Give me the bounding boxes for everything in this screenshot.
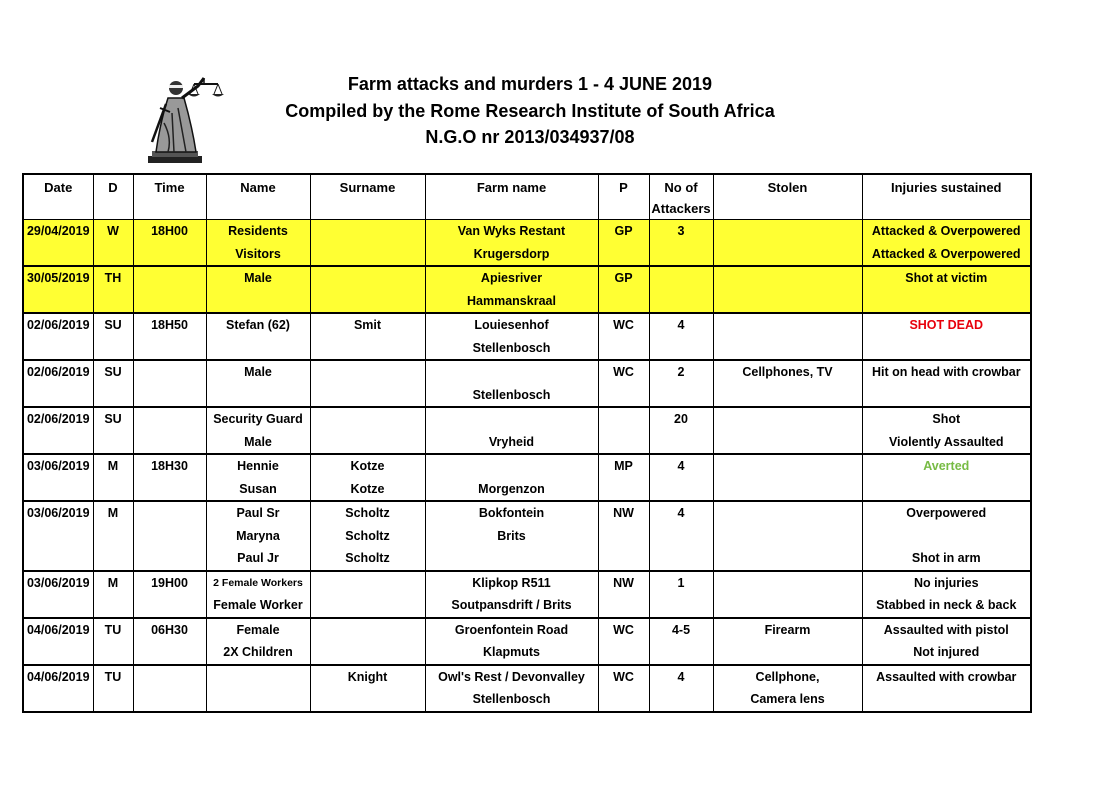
column-header-province: P (598, 174, 649, 220)
column-header-stolen: Stolen (713, 174, 862, 220)
cell-date: 03/06/2019 (23, 571, 93, 618)
table-row (23, 501, 1031, 571)
cell-surname: Smit (310, 313, 425, 360)
table-row (23, 665, 1031, 712)
cell-day: SU (93, 360, 133, 407)
cell-farm: Groenfontein Road Klapmuts (425, 618, 598, 665)
cell-attackers: 3 (649, 220, 713, 267)
cell-name: Male (206, 266, 310, 313)
cell-surname (310, 220, 425, 267)
cell-stolen (713, 266, 862, 313)
table-row (23, 454, 1031, 501)
table-row (23, 407, 1031, 454)
cell-attackers: 1 (649, 571, 713, 618)
cell-day: SU (93, 313, 133, 360)
cell-date: 02/06/2019 (23, 360, 93, 407)
cell-time (133, 360, 206, 407)
cell-surname (310, 618, 425, 665)
cell-date: 02/06/2019 (23, 407, 93, 454)
cell-name: Male (206, 360, 310, 407)
cell-province (598, 407, 649, 454)
cell-stolen (713, 407, 862, 454)
table-row (23, 571, 1031, 618)
table-row (23, 313, 1031, 360)
cell-farm: Van Wyks Restant Krugersdorp (425, 220, 598, 267)
cell-date: 03/06/2019 (23, 501, 93, 571)
table-row (23, 360, 1031, 407)
cell-injuries: Shot Violently Assaulted (862, 407, 1031, 454)
table-row (23, 220, 1031, 267)
title-line-2: Compiled by the Rome Research Institute of South Africa (285, 101, 775, 121)
cell-day: M (93, 454, 133, 501)
cell-time: 19H00 (133, 571, 206, 618)
cell-name (206, 665, 310, 712)
cell-name: 2 Female Workers Female Worker (206, 571, 310, 618)
column-header-date: Date (23, 174, 93, 220)
cell-surname: Kotze Kotze (310, 454, 425, 501)
cell-injuries: No injuries Stabbed in neck & back (862, 571, 1031, 618)
cell-province: GP (598, 220, 649, 267)
cell-date: 03/06/2019 (23, 454, 93, 501)
cell-province: WC (598, 313, 649, 360)
cell-farm: Stellenbosch (425, 360, 598, 407)
cell-injuries: Shot at victim (862, 266, 1031, 313)
column-header-injuries: Injuries sustained (862, 174, 1031, 220)
title-line-3: N.G.O nr 2013/034937/08 (425, 127, 635, 147)
cell-surname (310, 266, 425, 313)
cell-date: 02/06/2019 (23, 313, 93, 360)
cell-stolen (713, 454, 862, 501)
cell-name: Residents Visitors (206, 220, 310, 267)
cell-surname (310, 360, 425, 407)
cell-date: 04/06/2019 (23, 665, 93, 712)
cell-attackers: 4 (649, 313, 713, 360)
cell-stolen (713, 220, 862, 267)
cell-farm: Louiesenhof Stellenbosch (425, 313, 598, 360)
cell-injuries: Overpowered Shot in arm (862, 501, 1031, 571)
cell-province: NW (598, 571, 649, 618)
cell-time (133, 407, 206, 454)
cell-province: WC (598, 665, 649, 712)
cell-farm: Bokfontein Brits (425, 501, 598, 571)
cell-date: 29/04/2019 (23, 220, 93, 267)
cell-attackers: 4 (649, 665, 713, 712)
column-header-name: Name (206, 174, 310, 220)
title-line-1: Farm attacks and murders 1 - 4 JUNE 2019 (347, 74, 713, 94)
column-header-time: Time (133, 174, 206, 220)
column-header-day: D (93, 174, 133, 220)
cell-name: Stefan (62) (206, 313, 310, 360)
cell-attackers: 4 (649, 501, 713, 571)
cell-day: W (93, 220, 133, 267)
column-header-farm: Farm name (425, 174, 598, 220)
cell-time: 18H50 (133, 313, 206, 360)
cell-injuries: Attacked & Overpowered Attacked & Overpowered (862, 220, 1031, 267)
cell-surname: Knight (310, 665, 425, 712)
table-row (23, 618, 1031, 665)
attacks-table (22, 173, 1032, 713)
cell-injuries: Assaulted with pistol Not injured (862, 618, 1031, 665)
lady-justice-icon (138, 68, 234, 168)
cell-injuries: Averted (862, 454, 1031, 501)
cell-stolen: Cellphone, Camera lens (713, 665, 862, 712)
cell-time (133, 501, 206, 571)
cell-farm: Klipkop R511 Soutpansdrift / Brits (425, 571, 598, 618)
cell-stolen: Cellphones, TV (713, 360, 862, 407)
cell-province: MP (598, 454, 649, 501)
cell-time: 06H30 (133, 618, 206, 665)
cell-stolen (713, 501, 862, 571)
cell-day: M (93, 571, 133, 618)
cell-time: 18H00 (133, 220, 206, 267)
cell-stolen (713, 313, 862, 360)
table-row (23, 266, 1031, 313)
cell-name: Paul Sr Maryna Paul Jr (206, 501, 310, 571)
cell-province: GP (598, 266, 649, 313)
cell-province: NW (598, 501, 649, 571)
cell-day: TU (93, 618, 133, 665)
column-header-surname: Surname (310, 174, 425, 220)
cell-attackers: 4 (649, 454, 713, 501)
cell-name: Female 2X Children (206, 618, 310, 665)
cell-date: 04/06/2019 (23, 618, 93, 665)
cell-farm: Vryheid (425, 407, 598, 454)
cell-day: M (93, 501, 133, 571)
cell-stolen (713, 571, 862, 618)
cell-injuries: Hit on head with crowbar (862, 360, 1031, 407)
cell-attackers (649, 266, 713, 313)
cell-attackers: 2 (649, 360, 713, 407)
cell-day: TU (93, 665, 133, 712)
cell-attackers: 20 (649, 407, 713, 454)
cell-name: Security Guard Male (206, 407, 310, 454)
cell-date: 30/05/2019 (23, 266, 93, 313)
cell-day: TH (93, 266, 133, 313)
cell-farm: Owl's Rest / Devonvalley Stellenbosch (425, 665, 598, 712)
cell-surname: Scholtz Scholtz Scholtz (310, 501, 425, 571)
cell-attackers: 4-5 (649, 618, 713, 665)
cell-farm: Apiesriver Hammanskraal (425, 266, 598, 313)
cell-province: WC (598, 618, 649, 665)
cell-surname (310, 407, 425, 454)
cell-farm: Morgenzon (425, 454, 598, 501)
cell-stolen: Firearm (713, 618, 862, 665)
table-header-row (23, 174, 1031, 220)
cell-name: Hennie Susan (206, 454, 310, 501)
column-header-attackers: No of Attackers (649, 174, 713, 220)
cell-province: WC (598, 360, 649, 407)
cell-time (133, 266, 206, 313)
cell-surname (310, 571, 425, 618)
cell-time (133, 665, 206, 712)
cell-time: 18H30 (133, 454, 206, 501)
cell-injuries: SHOT DEAD (862, 313, 1031, 360)
cell-day: SU (93, 407, 133, 454)
cell-injuries: Assaulted with crowbar (862, 665, 1031, 712)
